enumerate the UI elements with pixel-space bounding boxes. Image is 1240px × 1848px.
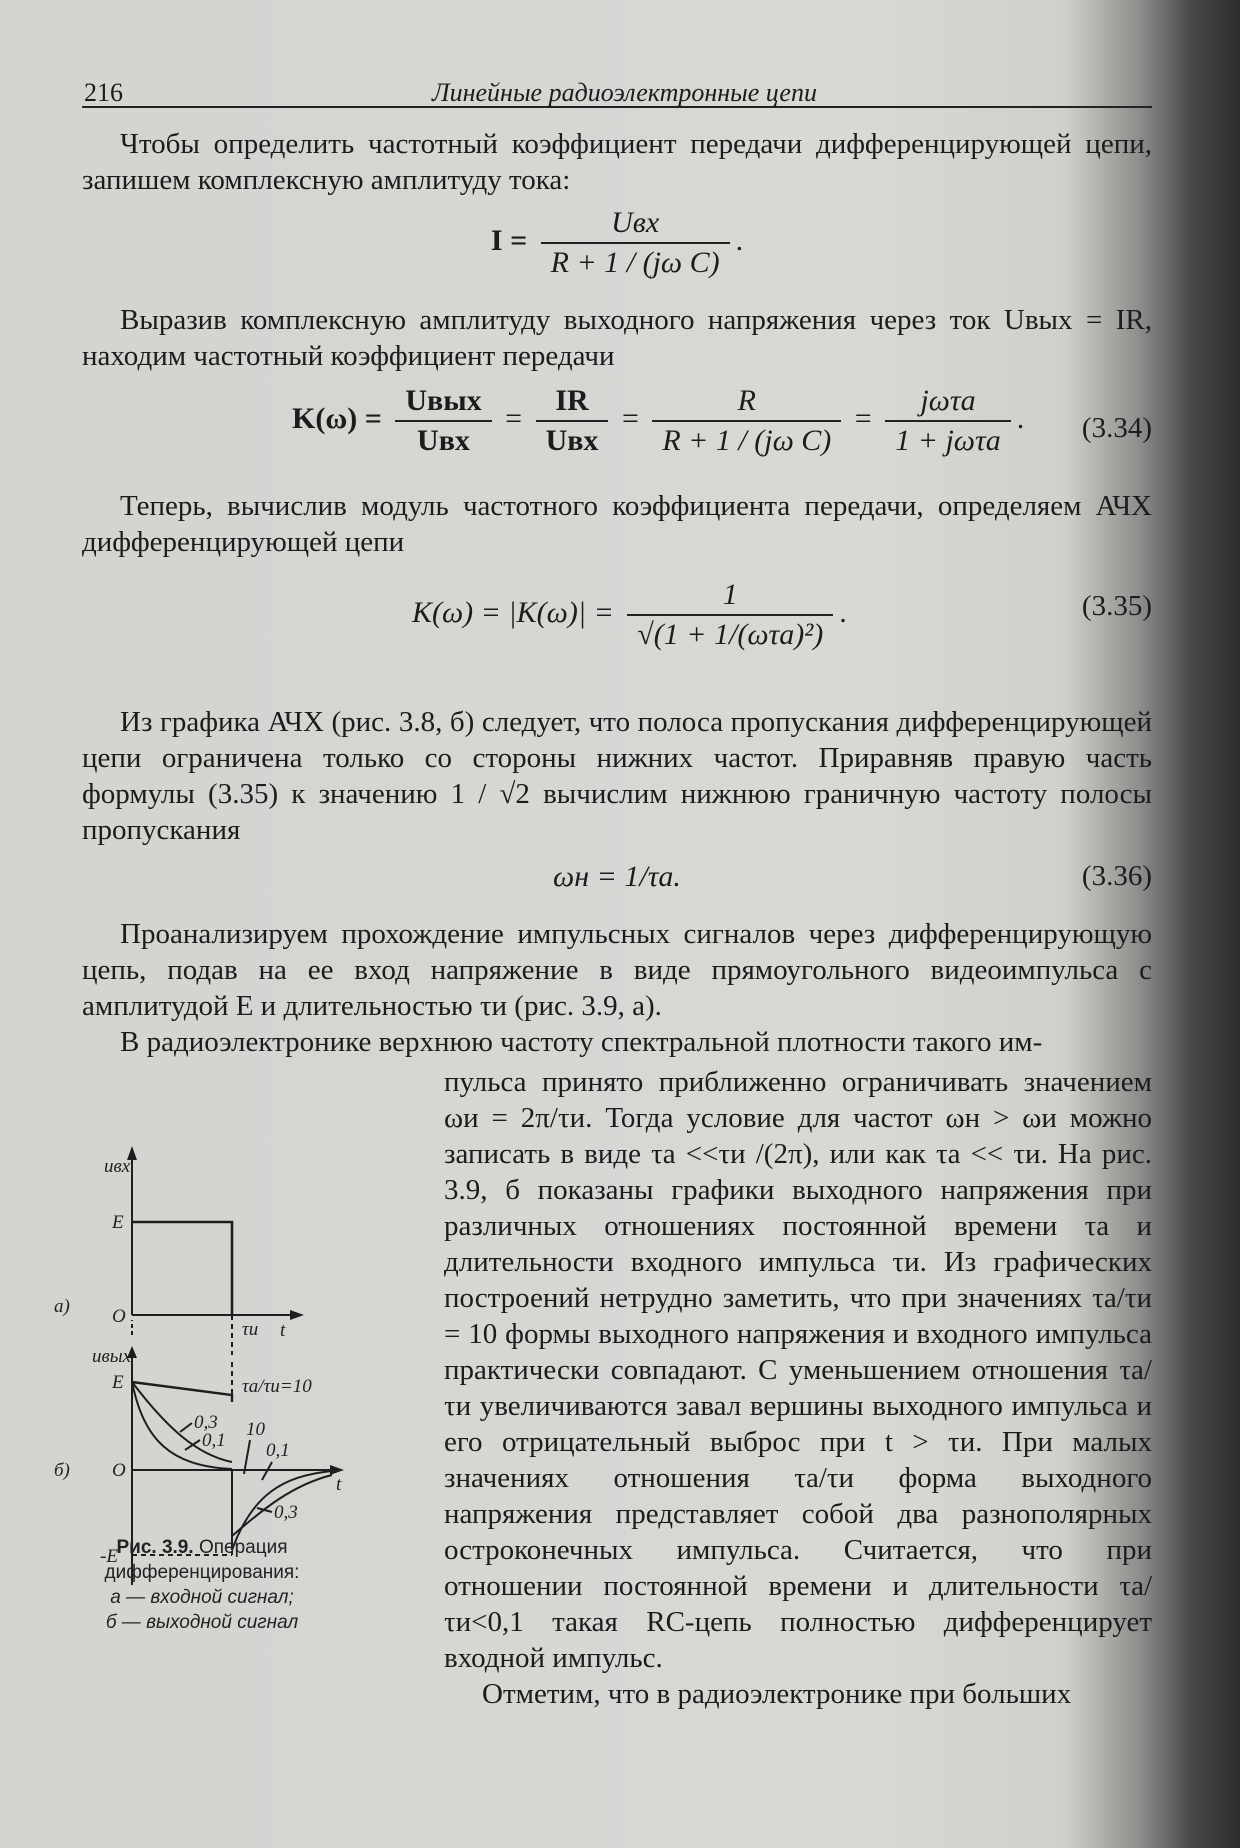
right-arrow (290, 1310, 304, 1320)
figure-caption: Рис. 3.9. Операция дифференцирования: а — входной сигнал; б — выходной сигнал (104, 1537, 300, 1633)
svg-text:O: O (112, 1460, 126, 1481)
equation-number: (3.36) (1081, 860, 1152, 892)
paragraph-7: Отметим, что в радиоэлектронике при больших (482, 1678, 1072, 1710)
figure-3-9 (54, 1140, 382, 1595)
wrapped-text (444, 1064, 1152, 1712)
svg-text:а): а) (54, 1296, 70, 1317)
paragraph-6-continued: пульса принято приближенно ограничивать значением ωи = 2π/τи. Тогда условие для частот ωн > ωи можно записать в виде τa <<τи /(2π), или как τa << τи. На рис. 3.9, б показаны графики выходного напряжения при различных отношениях постоянной времени τa и длительности входного импульса τи. Из графических построений нетрудно заметить, что при значениях τa/τи = 10 формы выходного напряжения и входного импульса практически совпадают. С уменьшением отношения τa/τи увеличиваются завал вершины выходного импульса и его отрицательный выброс при t > τи. При малых значениях отношения τa/τи форма выходного напряжения представляет собой два разнополярных остроконечных импульса. Считается, что при отношении постоянной времени и длительности τa/τи<0,1 такая RC-цепь полностью дифференцирует входной импульс. (444, 1066, 1152, 1674)
svg-text:uвх: uвх (104, 1156, 131, 1177)
equation-3-34: K(ω) = $\frac{\text{Uвых}}{\text{Uвх}}$ = $\frac{IR}{\text{Uвх}}$ = $\frac{R}{\text{R + 1 / (jω C)}}$ = $\frac{\text{jωτa}}{\text{1 + jωτa}}$ . (3.34) (292, 384, 1152, 457)
caption-title: Рис. 3.9. (116, 1537, 194, 1558)
running-header (82, 60, 1152, 108)
pulse-diagram (54, 1140, 382, 1590)
svg-text:E: E (112, 1212, 124, 1233)
paragraph-5: Проанализируем прохождение импульсных сигналов через дифференцирующую цепь, подав на ее вход напряжение в виде прямоугольного видеоимпульса с амплитудой E и длительностью τи (рис. 3.9, а). (82, 918, 1152, 1022)
svg-text:0,3: 0,3 (194, 1412, 218, 1433)
equation-number: (3.34) (1081, 412, 1152, 444)
svg-text:E: E (112, 1372, 124, 1393)
svg-text:0,1: 0,1 (202, 1430, 226, 1451)
paragraph-2: Выразив комплексную амплитуду выходного напряжения через ток Uвых = IR, находим частотный коэффициент передачи (82, 304, 1152, 372)
paragraph-3: Теперь, вычислив модуль частотного коэффициента передачи, определяем АЧХ дифференцирующей цепи (82, 490, 1152, 558)
svg-text:uвых: uвых (92, 1346, 132, 1367)
input-pulse (132, 1222, 232, 1315)
svg-text:0,3: 0,3 (274, 1502, 298, 1523)
running-title: Линейные радиоэлектронные цепи (432, 78, 817, 107)
page-number: 216 (84, 78, 123, 107)
equation-number: (3.35) (1081, 590, 1152, 622)
svg-text:10: 10 (246, 1419, 265, 1440)
svg-text:τa/τи=10: τa/τи=10 (242, 1376, 312, 1397)
svg-text:б): б) (54, 1460, 70, 1481)
svg-text:t: t (280, 1320, 286, 1341)
svg-text:0,1: 0,1 (266, 1440, 290, 1461)
output-curve-10 (132, 1382, 232, 1402)
paragraph-4: Из графика АЧХ (рис. 3.8, б) следует, что полоса пропускания дифференцирующей цепи ограничена только со стороны нижних частот. Приравняв правую часть формулы (3.35) к значению 1 / √2 вычислим нижнюю граничную частоту полосы пропускания (82, 706, 1152, 846)
svg-text:τи: τи (242, 1319, 259, 1340)
equation-3-35: K(ω) = |K(ω)| = $\frac{1}{\text{√(1 + 1/(ωτa)²)}}$ . (3.35) (412, 578, 1152, 651)
equation-3-36: ωн = 1/τa. (3.36) (553, 860, 1152, 893)
paragraph-6-start: В радиоэлектронике верхнюю частоту спектральной плотности такого им- (120, 1026, 1043, 1058)
svg-text:-E: -E (100, 1546, 118, 1567)
svg-text:O: O (112, 1306, 126, 1327)
svg-text:t: t (336, 1474, 342, 1495)
paragraph-1: Чтобы определить частотный коэффициент передачи дифференцирующей цепи, запишем комплексную амплитуду тока: (82, 128, 1152, 196)
equation-current: I = $\frac{\text{Uвх}}{\text{R + 1 / (jω C)}}$ . (490, 206, 744, 279)
